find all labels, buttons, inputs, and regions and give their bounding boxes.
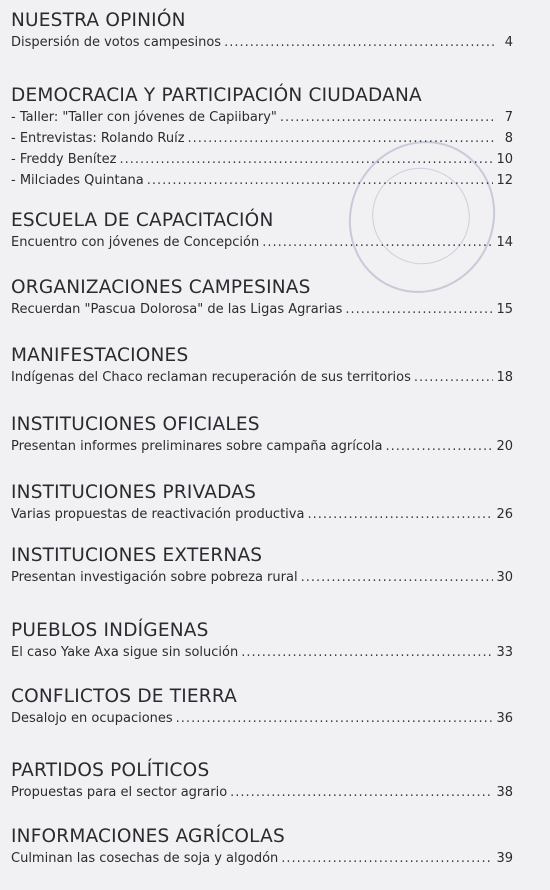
page-number: 15 [496, 302, 513, 317]
section-heading: PARTIDOS POLÍTICOS [11, 760, 210, 781]
dot-leader [176, 708, 494, 729]
toc-entry[interactable] [11, 504, 513, 525]
entry-title: Recuerdan "Pascua Dolorosa" de las Ligas Agrarias [11, 302, 343, 317]
section-heading: CONFLICTOS DE TIERRA [11, 686, 237, 707]
page-number: 30 [496, 570, 513, 585]
page-number: 39 [496, 851, 513, 866]
page-number: 8 [504, 131, 513, 146]
section-heading: INSTITUCIONES OFICIALES [11, 414, 260, 435]
section-heading: ESCUELA DE CAPACITACIÓN [11, 210, 274, 231]
entry-title: Varias propuestas de reactivación productiva [11, 507, 305, 522]
toc-section [11, 85, 513, 191]
entry-title: - Milciades Quintana [11, 173, 144, 188]
section-heading: INFORMACIONES AGRÍCOLAS [11, 826, 285, 847]
page-number: 20 [496, 439, 513, 454]
page-number: 38 [496, 785, 513, 800]
entry-title: - Freddy Benítez [11, 152, 117, 167]
toc-entry[interactable] [11, 436, 513, 457]
dot-leader [386, 436, 494, 457]
section-heading: INSTITUCIONES PRIVADAS [11, 482, 257, 503]
toc-entry[interactable] [11, 642, 513, 663]
page-number: 4 [504, 35, 513, 50]
entry-title: Indígenas del Chaco reclaman recuperación de sus territorios [11, 370, 411, 385]
toc-entry[interactable] [11, 708, 513, 729]
dot-leader [307, 504, 493, 525]
page-number: 18 [496, 370, 513, 385]
toc-entry[interactable] [11, 848, 513, 869]
page-number: 14 [496, 235, 513, 250]
page-number: 33 [496, 645, 513, 660]
section-heading: NUESTRA OPINIÓN [11, 10, 186, 31]
section-heading: ORGANIZACIONES CAMPESINAS [11, 277, 311, 298]
page-number: 26 [496, 507, 513, 522]
toc-entry[interactable] [11, 149, 513, 170]
dot-leader [147, 170, 494, 191]
page-number: 12 [496, 173, 513, 188]
entry-title: El caso Yake Axa sigue sin solución [11, 645, 239, 660]
dot-leader [301, 567, 494, 588]
toc-section [11, 686, 513, 729]
toc-entry[interactable] [11, 128, 513, 149]
toc-entry[interactable] [11, 32, 513, 53]
section-heading: MANIFESTACIONES [11, 345, 189, 366]
toc-entry[interactable] [11, 107, 513, 128]
page-number: 10 [496, 152, 513, 167]
dot-leader [119, 149, 493, 170]
dot-leader [224, 32, 494, 53]
toc-entry[interactable] [11, 232, 513, 253]
dot-leader [281, 848, 493, 869]
entry-title: Propuestas para el sector agrario [11, 785, 228, 800]
dot-leader [414, 367, 494, 388]
dot-leader [262, 232, 493, 253]
page-number: 7 [504, 110, 513, 125]
toc-section [11, 210, 513, 253]
toc-section [11, 345, 513, 388]
toc-entry[interactable] [11, 299, 513, 320]
toc-entry[interactable] [11, 170, 513, 191]
dot-leader [345, 299, 493, 320]
entry-title: - Taller: "Taller con jóvenes de Capiibary" [11, 110, 277, 125]
page-number: 36 [496, 711, 513, 726]
toc-entry[interactable] [11, 782, 513, 803]
dot-leader [230, 782, 493, 803]
toc-section [11, 620, 513, 663]
entry-title: Encuentro con jóvenes de Concepción [11, 235, 260, 250]
dot-leader [241, 642, 493, 663]
entry-title: Dispersión de votos campesinos [11, 35, 222, 50]
entry-title: Presentan investigación sobre pobreza rural [11, 570, 298, 585]
toc-section [11, 826, 513, 869]
toc-section [11, 482, 513, 525]
toc-section [11, 10, 513, 53]
entry-title: Culminan las cosechas de soja y algodón [11, 851, 279, 866]
section-heading: PUEBLOS INDÍGENAS [11, 620, 209, 641]
toc-section [11, 414, 513, 457]
section-heading: INSTITUCIONES EXTERNAS [11, 545, 263, 566]
toc-entry[interactable] [11, 367, 513, 388]
section-heading: DEMOCRACIA Y PARTICIPACIÓN CIUDADANA [11, 85, 422, 106]
entry-title: - Entrevistas: Rolando Ruíz [11, 131, 185, 146]
toc-entry[interactable] [11, 567, 513, 588]
toc-section [11, 760, 513, 803]
toc-section [11, 545, 513, 588]
toc-section [11, 277, 513, 320]
entry-title: Desalojo en ocupaciones [11, 711, 173, 726]
dot-leader [280, 107, 494, 128]
dot-leader [188, 128, 494, 149]
entry-title: Presentan informes preliminares sobre campaña agrícola [11, 439, 383, 454]
